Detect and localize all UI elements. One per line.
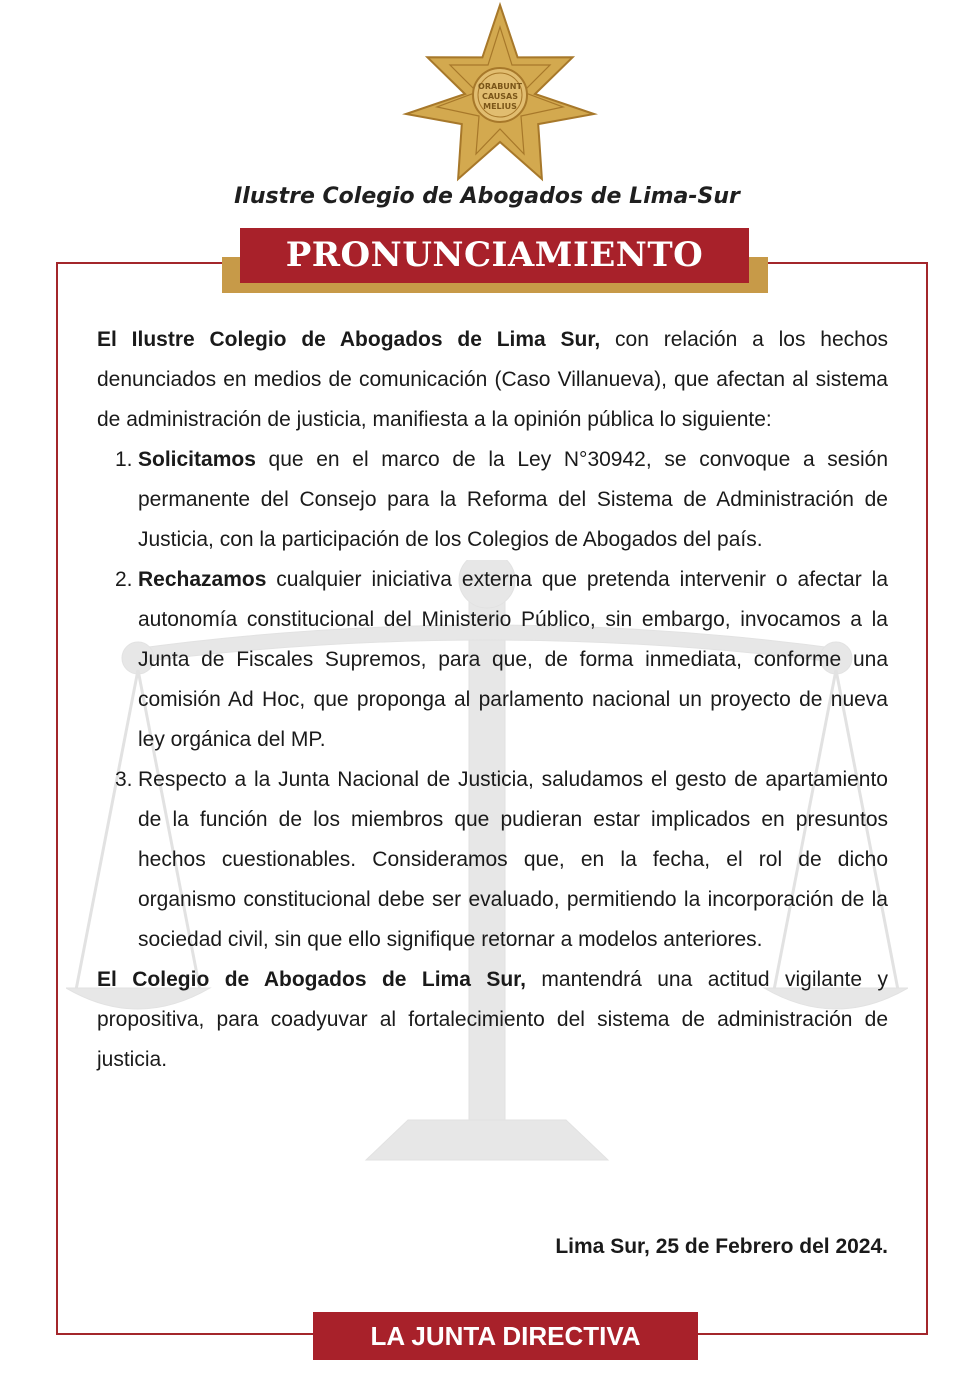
statement-body [97, 320, 888, 1080]
item-text: que en el marco de la Ley N°30942, se convoque a sesión permanente del Consejo para la Reforma del Sistema de Administración de Justicia, con la participación de los Colegios de Abogados del país. [138, 448, 888, 551]
closing-lead: El Colegio de Abogados de Lima Sur, [97, 968, 526, 991]
item-lead: Rechazamos [138, 568, 267, 591]
item-text: Respecto a la Junta Nacional de Justicia, saludamos el gesto de apartamiento de la función de los miembros que pudieran estar implicados en presuntos hechos cuestionables. Consideramos que, en la fecha, el rol de dicho organismo constitucional debe ser evaluado, permitiendo la incorporación de la sociedad civil, sin que ello signifique retornar a modelos anteriores. [138, 768, 888, 951]
seal-motto-line-1: ORABUNT [478, 82, 522, 91]
points-list [97, 440, 888, 960]
intro-paragraph [97, 320, 888, 440]
item-number: 1. [115, 448, 133, 471]
list-item [97, 760, 888, 960]
closing-text: mantendrá una actitud vigilante y propositiva, para coadyuvar al fortalecimiento del sistema de administración de justicia. [97, 968, 888, 1071]
organization-title: Ilustre Colegio de Abogados de Lima-Sur [234, 184, 740, 209]
star-seal-icon [400, 2, 600, 186]
item-number: 3. [115, 768, 133, 791]
list-item [97, 560, 888, 760]
item-lead: Solicitamos [138, 448, 256, 471]
date-line: Lima Sur, 25 de Febrero del 2024. [555, 1235, 888, 1258]
item-text: cualquier iniciativa externa que pretenda intervenir o afectar la autonomía constitucional del Ministerio Público, sin embargo, invocamos a la Junta de Fiscales Supremos, para que, de forma inmediata, conforme una comisión Ad Hoc, que proponga al parlamento nacional un proyecto de nueva ley orgánica del MP. [138, 568, 888, 751]
closing-paragraph [97, 960, 888, 1080]
seal-motto-line-2: CAUSAS [481, 92, 519, 101]
intro-lead: El Ilustre Colegio de Abogados de Lima Sur, [97, 328, 601, 351]
signature-banner: LA JUNTA DIRECTIVA [313, 1312, 698, 1360]
list-item [97, 440, 888, 560]
seal-motto-line-3: MELIUS [483, 102, 517, 111]
title-banner: PRONUNCIAMIENTO [240, 228, 749, 283]
item-number: 2. [115, 568, 133, 591]
intro-text: con relación a los hechos denunciados en medios de comunicación (Caso Villanueva), que afectan al sistema de administración de justicia, manifiesta a la opinión pública lo siguiente: [97, 328, 889, 431]
